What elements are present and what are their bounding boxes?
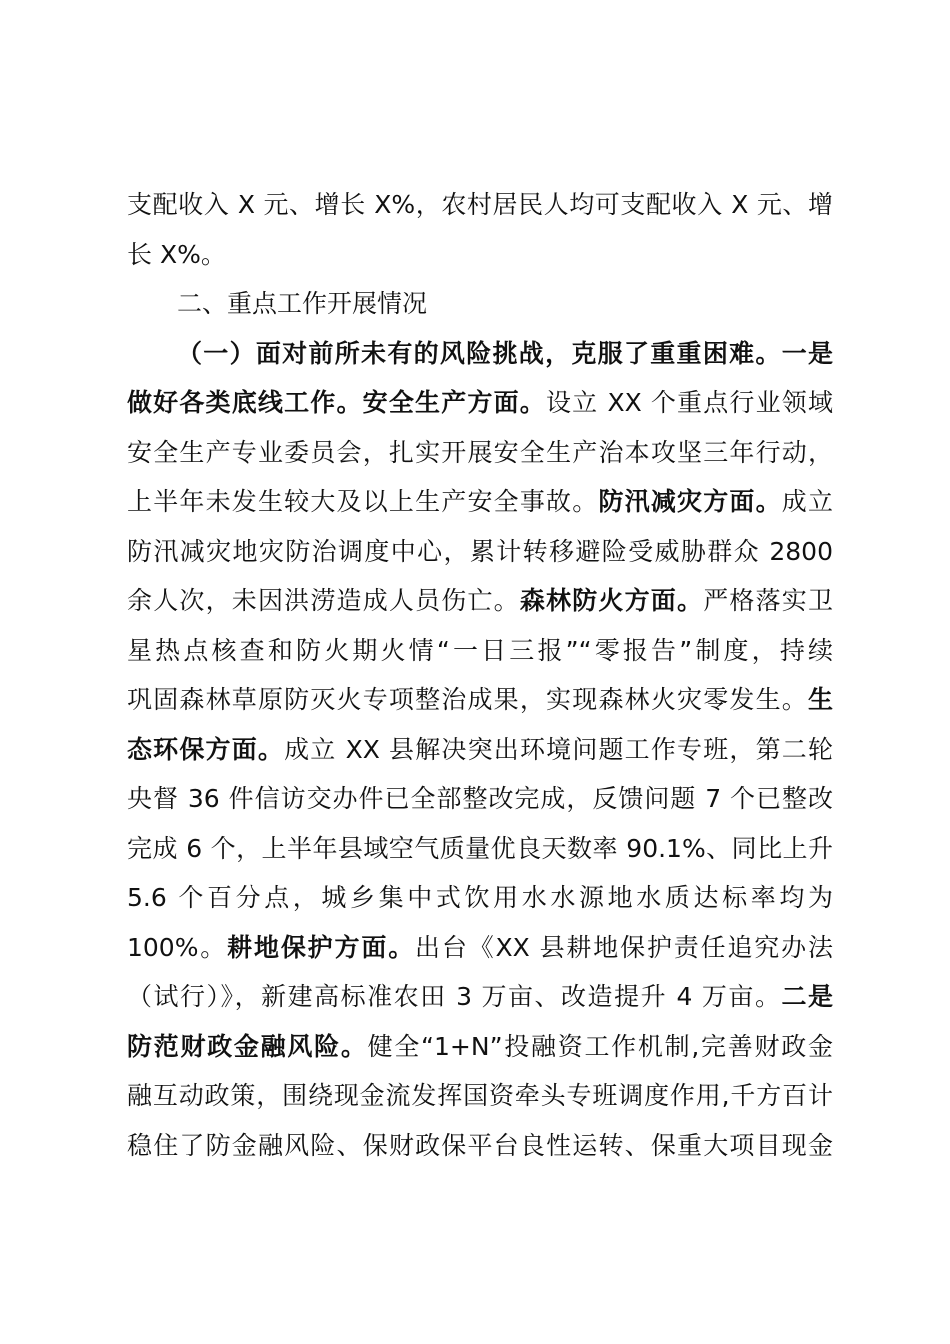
text-line: 5.6 个百分点，城乡集中式饮用水水源地水质达标率均为: [127, 883, 833, 912]
text-line: [127, 329, 833, 379]
section-heading-text: 二、重点工作开展情况: [177, 289, 428, 318]
text-run: 出台《XX 县耕地保护责任追究办法: [415, 932, 833, 962]
text-line: 安全生产专业委员会，扎实开展安全生产治本攻坚三年行动，: [127, 437, 833, 467]
bold-heading: 二是: [781, 982, 833, 1011]
bold-heading: （一）面对前所未有的风险挑战，克服了重重困难。一是: [177, 338, 833, 368]
text-line: 稳住了防金融风险、保财政保平台良性运转、保重大项目现金: [127, 1130, 833, 1160]
text-line: 完成 6 个，上半年县域空气质量优良天数率 90.1%、同比上升: [127, 833, 833, 863]
text-line: [127, 1022, 833, 1072]
text-run: 余人次，未因洪涝造成人员伤亡。: [127, 586, 520, 615]
text-line: [127, 972, 833, 1022]
text-line: 央督 36 件信访交办件已全部整改完成，反馈问题 7 个已整改: [127, 784, 833, 813]
text-run: 严格落实卫: [703, 586, 833, 615]
document-body: [127, 180, 833, 1170]
bold-heading: 生: [807, 685, 833, 714]
text-line: [127, 477, 833, 527]
text-line: 星热点核查和防火期火情“一日三报”“零报告”制度，持续: [127, 635, 833, 665]
bold-heading: 防范财政金融风险。: [127, 1031, 368, 1061]
text-line: [127, 576, 833, 626]
text-line: [127, 378, 833, 428]
text-run: 设立 XX 个重点行业领域: [545, 388, 833, 417]
text-line: 防汛减灾地灾防治调度中心，累计转移避险受威胁群众 2800: [127, 536, 833, 566]
text-line: 长 X%。: [127, 239, 226, 269]
text-line: 融互动政策，围绕现金流发挥国资牵头专班调度作用,千方百计: [127, 1081, 833, 1110]
text-line: [127, 923, 833, 973]
body-paragraph: [127, 329, 833, 1171]
text-line: [127, 725, 833, 775]
text-line: [127, 675, 833, 725]
bold-heading: 耕地保护方面。: [227, 932, 416, 962]
bold-heading: 做好各类底线工作。安全生产方面。: [127, 388, 546, 417]
bold-heading: 防汛减灾方面。: [598, 487, 782, 516]
text-run: 巩固森林草原防灭火专项整治成果，实现森林火灾零发生。: [127, 685, 808, 714]
bold-heading: 态环保方面。: [127, 734, 285, 764]
text-run: 成立 XX 县解决突出环境问题工作专班，第二轮: [284, 734, 833, 764]
bold-heading: 森林防火方面。: [519, 586, 704, 615]
section-heading: [127, 279, 833, 329]
continuation-paragraph: [127, 180, 833, 279]
text-run: （试行）》，新建高标准农田 3 万亩、改造提升 4 万亩。: [127, 982, 782, 1011]
text-run: 100%。: [127, 932, 228, 962]
text-run: 成立: [781, 487, 833, 516]
text-run: 健全“1+N”投融资工作机制,完善财政金: [367, 1031, 833, 1061]
text-run: 上半年未发生较大及以上生产安全事故。: [127, 487, 599, 516]
text-line: 支配收入 X 元、增长 X%，农村居民人均可支配收入 X 元、增: [127, 190, 833, 219]
